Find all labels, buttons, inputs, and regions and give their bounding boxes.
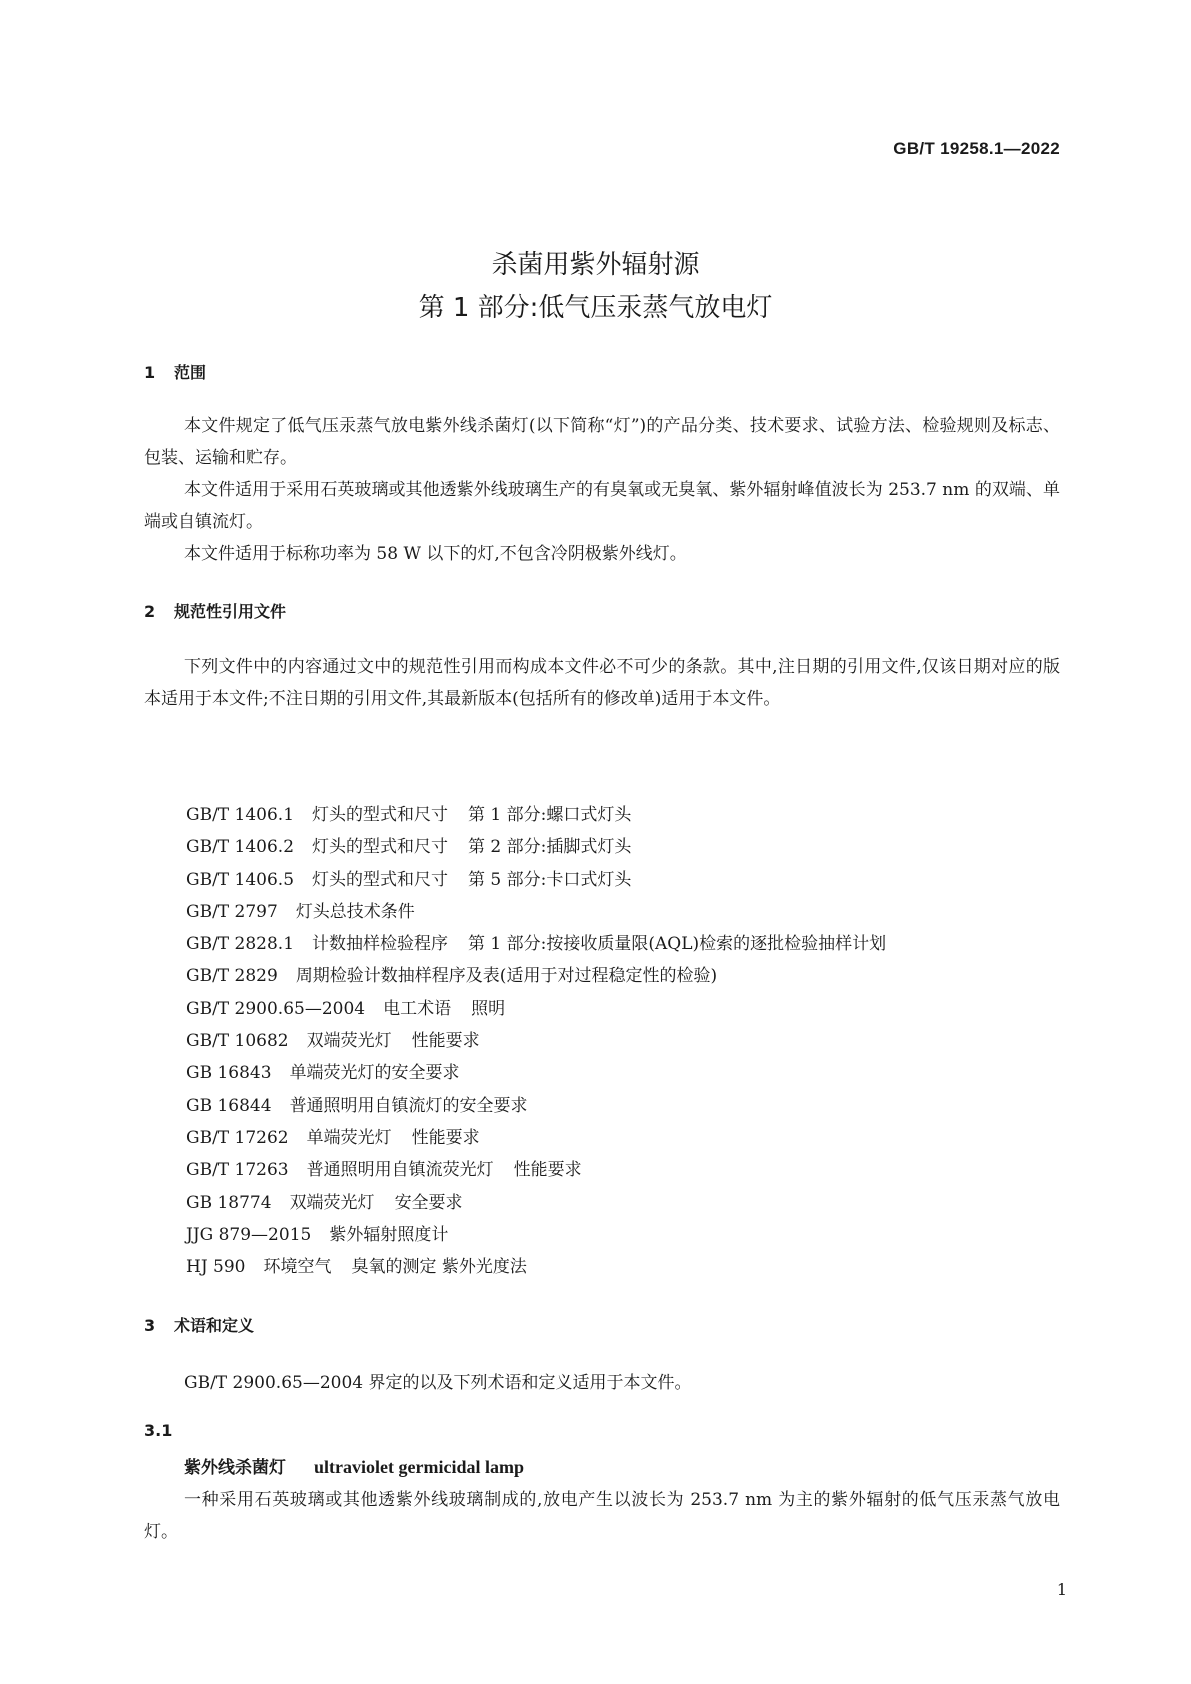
term-entry <box>184 1453 524 1478</box>
reference-item <box>186 1251 886 1283</box>
reference-code: GB 18774 <box>186 1192 272 1213</box>
reference-title: 计数抽样检验程序 <box>312 934 449 955</box>
reference-code: GB/T 10682 <box>186 1031 289 1052</box>
section-title: 规范性引用文件 <box>174 602 287 621</box>
reference-code: GB/T 1406.5 <box>186 869 295 890</box>
reference-code: HJ 590 <box>186 1257 246 1278</box>
reference-item <box>186 1154 886 1186</box>
reference-subtitle: 安全要求 <box>394 1192 463 1213</box>
reference-title: 普通照明用自镇流荧光灯 <box>306 1160 494 1181</box>
reference-list <box>186 799 886 1283</box>
term-en: ultraviolet germicidal lamp <box>314 1457 524 1477</box>
reference-subtitle: 第 2 部分:插脚式灯头 <box>468 837 632 858</box>
reference-title: 双端荧光灯 <box>306 1031 392 1052</box>
reference-item <box>186 1187 886 1219</box>
section-number: 1 <box>144 363 156 382</box>
reference-item <box>186 1090 886 1122</box>
document-title: 杀菌用紫外辐射源 <box>491 250 700 280</box>
term-definition: 一种采用石英玻璃或其他透紫外线玻璃制成的,放电产生以波长为 253.7 nm 为主的紫外辐射的低气压汞蒸气放电灯。 <box>144 1490 1060 1542</box>
reference-code: GB/T 1406.2 <box>186 837 295 858</box>
reference-title: 环境空气 <box>263 1257 332 1278</box>
reference-title: 电工术语 <box>383 998 452 1019</box>
reference-item <box>186 1122 886 1154</box>
reference-title: 单端荧光灯的安全要求 <box>289 1063 460 1084</box>
reference-code: GB/T 2828.1 <box>186 934 295 955</box>
reference-code: GB/T 2829 <box>186 966 278 987</box>
reference-item <box>186 1057 886 1089</box>
section-number: 3 <box>144 1316 156 1335</box>
reference-subtitle: 照明 <box>471 998 506 1019</box>
reference-code: GB 16843 <box>186 1063 272 1084</box>
reference-code: GB 16844 <box>186 1095 272 1116</box>
reference-code: GB/T 17263 <box>186 1160 289 1181</box>
section-1-heading <box>144 360 206 383</box>
standard-code: GB/T 19258.1—2022 <box>893 139 1060 158</box>
reference-item <box>186 993 886 1025</box>
paragraph: 本文件规定了低气压汞蒸气放电紫外线杀菌灯(以下简称“灯”)的产品分类、技术要求、试验方法、检验规则及标志、包装、运输和贮存。 <box>144 416 1060 468</box>
section-number: 2 <box>144 602 156 621</box>
reference-item <box>186 864 886 896</box>
reference-subtitle: 臭氧的测定 紫外光度法 <box>351 1257 527 1278</box>
reference-title: 紫外辐射照度计 <box>329 1224 449 1245</box>
reference-item <box>186 1025 886 1057</box>
reference-subtitle: 性能要求 <box>513 1160 582 1181</box>
reference-title: 单端荧光灯 <box>306 1127 392 1148</box>
reference-code: GB/T 2900.65—2004 <box>186 998 366 1019</box>
reference-subtitle: 第 1 部分:螺口式灯头 <box>468 805 632 825</box>
reference-item <box>186 960 886 992</box>
reference-item <box>186 1219 886 1251</box>
paragraph: 下列文件中的内容通过文中的规范性引用而构成本文件必不可少的条款。其中,注日期的引用文件,仅该日期对应的版本适用于本文件;不注日期的引用文件,其最新版本(包括所有的修改单)适用于本文件。 <box>144 657 1060 709</box>
reference-item <box>186 831 886 863</box>
reference-item <box>186 799 886 831</box>
reference-title: 周期检验计数抽样程序及表(适用于对过程稳定性的检验) <box>295 966 718 987</box>
reference-code: JJG 879—2015 <box>186 1224 312 1245</box>
reference-subtitle: 第 1 部分:按接收质量限(AQL)检索的逐批检验抽样计划 <box>468 934 887 955</box>
section-title: 范围 <box>174 363 207 382</box>
reference-title: 灯头的型式和尺寸 <box>312 837 449 858</box>
term-number: 3.1 <box>144 1421 173 1440</box>
section-3-heading <box>144 1313 254 1336</box>
reference-subtitle: 第 5 部分:卡口式灯头 <box>468 869 632 890</box>
section-title: 术语和定义 <box>174 1316 255 1335</box>
term-zh: 紫外线杀菌灯 <box>184 1458 286 1478</box>
reference-subtitle: 性能要求 <box>411 1127 480 1148</box>
reference-title: 普通照明用自镇流灯的安全要求 <box>289 1095 528 1116</box>
reference-item <box>186 928 886 960</box>
section-2-heading <box>144 599 286 622</box>
page-number: 1 <box>1056 1580 1067 1599</box>
reference-title: 灯头的型式和尺寸 <box>312 805 449 825</box>
reference-title: 灯头总技术条件 <box>295 901 415 922</box>
paragraph: GB/T 2900.65—2004 界定的以及下列术语和定义适用于本文件。 <box>184 1373 692 1393</box>
reference-item <box>186 896 886 928</box>
reference-subtitle: 性能要求 <box>411 1031 480 1052</box>
document-subtitle: 第 1 部分:低气压汞蒸气放电灯 <box>418 293 773 323</box>
reference-code: GB/T 2797 <box>186 901 278 922</box>
paragraph: 本文件适用于标称功率为 58 W 以下的灯,不包含冷阴极紫外线灯。 <box>184 544 687 564</box>
reference-title: 灯头的型式和尺寸 <box>312 869 449 890</box>
reference-code: GB/T 1406.1 <box>186 805 295 825</box>
reference-code: GB/T 17262 <box>186 1127 289 1148</box>
reference-title: 双端荧光灯 <box>289 1192 375 1213</box>
paragraph: 本文件适用于采用石英玻璃或其他透紫外线玻璃生产的有臭氧或无臭氧、紫外辐射峰值波长为 253.7 nm 的双端、单端或自镇流灯。 <box>144 480 1060 532</box>
